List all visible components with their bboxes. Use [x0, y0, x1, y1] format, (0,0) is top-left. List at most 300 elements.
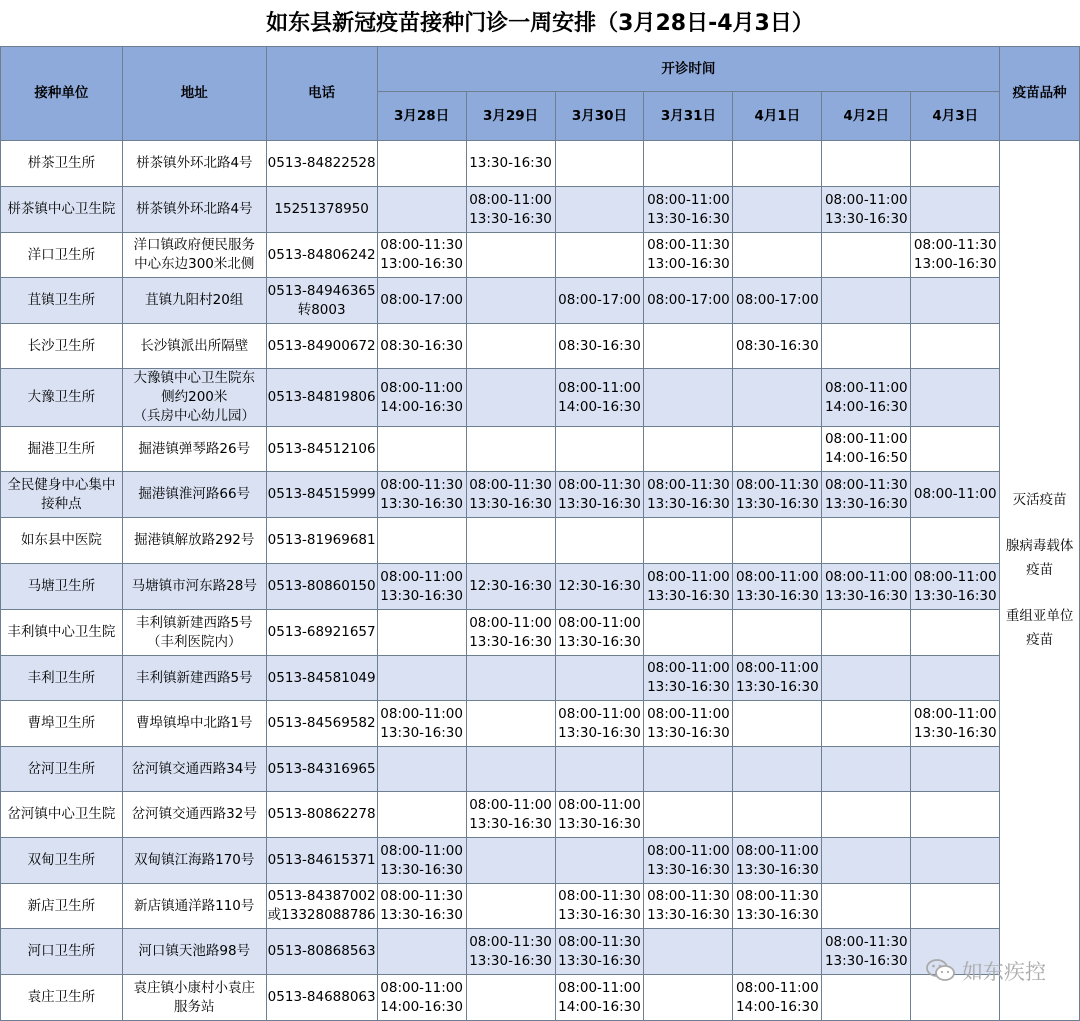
cell-line: 0513-84688063 [267, 989, 376, 1005]
cell-line: 长沙卫生所 [27, 337, 96, 354]
address-cell [122, 278, 266, 324]
schedule-body [1, 141, 1080, 1021]
cell-line: 13:30-16:30 [558, 633, 641, 650]
address-cell [122, 792, 266, 838]
time-cell [822, 141, 911, 187]
time-cell [466, 518, 555, 564]
time-cell [377, 792, 466, 838]
time-cell [466, 747, 555, 792]
cell-line: 苴镇卫生所 [27, 292, 96, 308]
cell-line: 08:30-16:30 [736, 337, 819, 354]
cell-line: 0513-84806242 [267, 246, 376, 263]
cell-line: 13:30-16:30 [824, 952, 908, 969]
cell-line: 08:00-11:00 [558, 614, 641, 631]
cell-line: 08:00-11:00 [558, 796, 641, 813]
time-cell [555, 929, 644, 975]
cell-line: 08:00-11:00 [647, 660, 730, 676]
cell-line: 河口卫生所 [27, 943, 96, 959]
time-cell [911, 884, 1000, 929]
time-cell [377, 369, 466, 427]
cell-line: 14:00-16:30 [558, 998, 641, 1015]
cell-line: 13:30-16:30 [380, 724, 463, 741]
time-cell [911, 656, 1000, 701]
cell-line: 0513-84946365 [267, 282, 376, 299]
cell-line: 13:30-16:30 [824, 210, 908, 227]
phone-cell [266, 233, 377, 278]
phone-cell [266, 975, 377, 1021]
cell-line: 双甸卫生所 [27, 852, 96, 868]
time-cell [555, 427, 644, 472]
phone-cell [266, 141, 377, 187]
time-cell [822, 324, 911, 369]
cell-line: 洋口卫生所 [27, 246, 96, 263]
time-cell [911, 472, 1000, 518]
cell-line: 13:30-16:30 [558, 724, 641, 741]
cell-line: 0513-84822528 [267, 155, 376, 171]
cell-line: 13:00-16:30 [647, 256, 730, 272]
phone-cell [266, 701, 377, 747]
unit-cell [1, 278, 123, 324]
time-cell [377, 518, 466, 564]
cell-line: 08:00-11:00 [469, 191, 552, 208]
time-cell [555, 747, 644, 792]
cell-line: 掘港镇弹琴路26号 [138, 440, 251, 457]
cell-line: 0513-68921657 [267, 624, 376, 640]
cell-line: 0513-84819806 [267, 389, 376, 405]
time-cell [555, 187, 644, 233]
time-cell [822, 472, 911, 518]
header-vaccine: 疫苗品种 [1000, 47, 1080, 141]
cell-line: 13:30-16:30 [736, 907, 819, 923]
time-cell [466, 701, 555, 747]
cell-line: 08:00-11:00 [380, 568, 463, 585]
cell-line: 08:00-11:00 [647, 842, 730, 859]
time-cell [911, 427, 1000, 472]
cell-line: 08:00-17:00 [380, 292, 463, 308]
time-cell [377, 884, 466, 929]
phone-cell [266, 929, 377, 975]
cell-line: 14:00-16:30 [558, 398, 641, 415]
cell-line: 08:00-11:00 [647, 191, 730, 208]
cell-line: 13:30-16:30 [380, 861, 463, 878]
time-cell [733, 701, 822, 747]
cell-line: 14:00-16:30 [380, 998, 463, 1015]
cell-line: 13:00-16:30 [913, 256, 997, 272]
header-row-top [1, 47, 1080, 92]
cell-line: 栟茶镇中心卫生院 [7, 201, 116, 217]
cell-line: 13:30-16:30 [647, 495, 730, 512]
time-cell [822, 518, 911, 564]
cell-line: 13:30-16:30 [558, 952, 641, 969]
time-cell [377, 278, 466, 324]
time-cell [555, 472, 644, 518]
unit-cell [1, 838, 123, 884]
time-cell [466, 564, 555, 610]
cell-line: 13:30-16:30 [647, 907, 730, 923]
cell-line: 丰利镇新建西路5号 [135, 669, 253, 686]
time-cell [822, 792, 911, 838]
table-row [1, 747, 1080, 792]
cell-line: 08:00-11:00 [736, 842, 819, 859]
cell-line: 袁庄卫生所 [27, 989, 96, 1005]
time-cell [377, 141, 466, 187]
table-row [1, 324, 1080, 369]
phone-cell [266, 564, 377, 610]
cell-line: 08:00-11:30 [558, 888, 641, 904]
header-day: 4月1日 [733, 92, 822, 141]
cell-line: 08:00-11:00 [824, 431, 908, 447]
time-cell [822, 187, 911, 233]
time-cell [377, 324, 466, 369]
time-cell [466, 324, 555, 369]
time-cell [377, 838, 466, 884]
cell-line: 双甸镇江海路170号 [134, 852, 255, 868]
cell-line: 08:30-16:30 [558, 337, 641, 354]
time-cell [644, 701, 733, 747]
phone-cell [266, 656, 377, 701]
time-cell [466, 187, 555, 233]
time-cell [644, 838, 733, 884]
cell-line: 08:00-11:00 [913, 486, 997, 502]
unit-cell [1, 656, 123, 701]
address-cell [122, 656, 266, 701]
cell-line: 13:30-16:30 [469, 633, 552, 650]
time-cell [377, 747, 466, 792]
time-cell [911, 838, 1000, 884]
vaccine-types-cell [1000, 141, 1080, 1021]
time-cell [377, 975, 466, 1021]
cell-line: 08:00-11:00 [736, 568, 819, 585]
cell-line: 08:00-11:30 [913, 237, 997, 253]
cell-line: 08:00-11:30 [558, 933, 641, 950]
cell-line: 0513-81969681 [267, 532, 376, 548]
cell-line: 14:00-16:50 [824, 450, 908, 466]
cell-line: 掘港卫生所 [27, 440, 96, 457]
cell-line: 08:00-11:00 [647, 568, 730, 585]
cell-line: 08:00-17:00 [647, 292, 730, 308]
cell-line: 13:30-16:30 [736, 587, 819, 604]
time-cell [733, 324, 822, 369]
time-cell [822, 233, 911, 278]
time-cell [644, 369, 733, 427]
header-day: 3月30日 [555, 92, 644, 141]
cell-line: 岔河卫生所 [27, 760, 96, 777]
phone-cell [266, 278, 377, 324]
address-cell [122, 838, 266, 884]
time-cell [733, 278, 822, 324]
cell-line: 岔河镇交通西路34号 [131, 760, 257, 777]
cell-line: 服务站 [174, 998, 215, 1015]
cell-line: 13:30-16:30 [824, 495, 908, 512]
vaccine-type: 腺病毒载体疫苗 [1005, 537, 1074, 578]
time-cell [466, 472, 555, 518]
time-cell [644, 187, 733, 233]
cell-line: 苴镇九阳村20组 [145, 292, 244, 308]
cell-line: 13:30-16:30 [647, 861, 730, 878]
cell-line: 马塘卫生所 [27, 578, 96, 594]
time-cell [466, 838, 555, 884]
time-cell [822, 427, 911, 472]
header-schedule-group: 开诊时间 [377, 47, 1000, 92]
time-cell [911, 278, 1000, 324]
time-cell [466, 656, 555, 701]
time-cell [466, 929, 555, 975]
time-cell [911, 233, 1000, 278]
cell-line: 08:00-11:00 [380, 379, 463, 396]
table-row [1, 187, 1080, 233]
time-cell [733, 792, 822, 838]
time-cell [555, 610, 644, 656]
time-cell [644, 656, 733, 701]
time-cell [822, 838, 911, 884]
page-title: 如东县新冠疫苗接种门诊一周安排（3月28日-4月3日） [266, 11, 814, 36]
table-row [1, 369, 1080, 427]
cell-line: 08:00-11:00 [380, 842, 463, 859]
time-cell [822, 975, 911, 1021]
cell-line: 08:00-11:30 [380, 476, 463, 493]
cell-line: 08:00-11:30 [647, 237, 730, 253]
time-cell [555, 233, 644, 278]
cell-line: 马塘镇市河东路28号 [131, 578, 257, 594]
unit-cell [1, 792, 123, 838]
cell-line: 08:00-11:00 [558, 379, 641, 396]
cell-line: 13:30-16:30 [469, 155, 552, 171]
cell-line: 08:00-11:30 [824, 933, 908, 950]
cell-line: 全民健身中心集中 [7, 476, 116, 493]
vaccine-type: 重组亚单位疫苗 [1005, 607, 1074, 648]
unit-cell [1, 747, 123, 792]
cell-line: 洋口镇政府便民服务 [133, 237, 256, 253]
time-cell [555, 792, 644, 838]
time-cell [911, 369, 1000, 427]
table-row [1, 838, 1080, 884]
cell-line: 13:30-16:30 [558, 815, 641, 832]
cell-line: 13:30-16:30 [469, 815, 552, 832]
table-row [1, 278, 1080, 324]
time-cell [822, 610, 911, 656]
cell-line: 新店镇通洋路110号 [134, 897, 255, 914]
cell-line: 08:00-11:00 [824, 191, 908, 208]
cell-line: 曹埠镇埠中北路1号 [135, 715, 253, 731]
address-cell [122, 518, 266, 564]
phone-cell [266, 838, 377, 884]
time-cell [911, 324, 1000, 369]
time-cell [555, 884, 644, 929]
unit-cell [1, 884, 123, 929]
time-cell [644, 324, 733, 369]
cell-line: （兵房中心幼儿园） [133, 408, 256, 424]
time-cell [555, 369, 644, 427]
time-cell [733, 141, 822, 187]
time-cell [911, 187, 1000, 233]
cell-line: 或13328088786 [267, 907, 376, 923]
table-row [1, 792, 1080, 838]
header-address: 地址 [122, 47, 266, 141]
time-cell [466, 427, 555, 472]
table-row [1, 610, 1080, 656]
time-cell [466, 369, 555, 427]
table-row [1, 656, 1080, 701]
cell-line: 08:00-11:00 [824, 568, 908, 585]
cell-line: （丰利医院内） [147, 633, 242, 650]
unit-cell [1, 324, 123, 369]
cell-line: 0513-84387002 [267, 888, 376, 904]
cell-line: 08:00-11:00 [824, 379, 908, 396]
cell-line: 15251378950 [274, 201, 369, 217]
time-cell [644, 975, 733, 1021]
cell-line: 13:30-16:30 [647, 724, 730, 741]
cell-line: 08:00-11:00 [469, 614, 552, 631]
header-day: 4月2日 [822, 92, 911, 141]
time-cell [733, 427, 822, 472]
address-cell [122, 929, 266, 975]
vaccine-type: 灭活疫苗 [1012, 491, 1067, 508]
cell-line: 08:00-11:30 [736, 476, 819, 493]
table-row [1, 427, 1080, 472]
cell-line: 13:30-16:30 [913, 587, 997, 604]
cell-line: 08:00-11:00 [647, 705, 730, 722]
cell-line: 岔河镇交通西路32号 [131, 806, 257, 822]
unit-cell [1, 427, 123, 472]
unit-cell [1, 518, 123, 564]
cell-line: 丰利镇中心卫生院 [7, 624, 116, 640]
unit-cell [1, 369, 123, 427]
time-cell [822, 656, 911, 701]
time-cell [555, 975, 644, 1021]
time-cell [733, 610, 822, 656]
time-cell [822, 929, 911, 975]
time-cell [644, 233, 733, 278]
header-day: 4月3日 [911, 92, 1000, 141]
cell-line: 0513-84581049 [267, 669, 376, 686]
cell-line: 08:00-11:00 [380, 979, 463, 996]
time-cell [466, 792, 555, 838]
time-cell [644, 884, 733, 929]
address-cell [122, 141, 266, 187]
unit-cell [1, 929, 123, 975]
cell-line: 13:30-16:30 [736, 495, 819, 512]
cell-line: 13:30-16:30 [736, 861, 819, 878]
cell-line: 0513-84615371 [267, 852, 376, 868]
time-cell [733, 187, 822, 233]
cell-line: 如东县中医院 [20, 532, 102, 548]
cell-line: 13:30-16:30 [558, 907, 641, 923]
cell-line: 13:30-16:30 [824, 587, 908, 604]
cell-line: 0513-80868563 [267, 943, 376, 959]
cell-line: 13:30-16:30 [380, 587, 463, 604]
cell-line: 中心东边300米北侧 [134, 256, 255, 272]
time-cell [733, 518, 822, 564]
time-cell [466, 233, 555, 278]
unit-cell [1, 975, 123, 1021]
cell-line: 长沙镇派出所隔壁 [140, 337, 249, 354]
cell-line: 0513-84900672 [267, 337, 376, 354]
time-cell [377, 701, 466, 747]
time-cell [733, 564, 822, 610]
table-row [1, 929, 1080, 975]
cell-line: 08:00-11:30 [380, 237, 463, 253]
time-cell [555, 838, 644, 884]
cell-line: 08:00-11:00 [380, 705, 463, 722]
time-cell [911, 564, 1000, 610]
header-phone: 电话 [266, 47, 377, 141]
phone-cell [266, 610, 377, 656]
cell-line: 13:30-16:30 [558, 495, 641, 512]
time-cell [644, 141, 733, 187]
time-cell [644, 792, 733, 838]
time-cell [555, 278, 644, 324]
table-row [1, 141, 1080, 187]
cell-line: 0513-84512106 [267, 440, 376, 457]
address-cell [122, 701, 266, 747]
address-cell [122, 564, 266, 610]
time-cell [733, 929, 822, 975]
unit-cell [1, 564, 123, 610]
time-cell [822, 564, 911, 610]
phone-cell [266, 324, 377, 369]
address-cell [122, 233, 266, 278]
cell-line: 08:00-11:30 [469, 933, 552, 950]
cell-line: 08:00-11:00 [558, 705, 641, 722]
address-cell [122, 975, 266, 1021]
cell-line: 08:00-11:00 [558, 979, 641, 996]
time-cell [733, 472, 822, 518]
time-cell [466, 278, 555, 324]
time-cell [911, 747, 1000, 792]
cell-line: 14:00-16:30 [380, 398, 463, 415]
time-cell [644, 278, 733, 324]
time-cell [911, 610, 1000, 656]
cell-line: 13:30-16:30 [469, 210, 552, 227]
address-cell [122, 369, 266, 427]
phone-cell [266, 792, 377, 838]
time-cell [644, 747, 733, 792]
header-unit: 接种单位 [1, 47, 123, 141]
time-cell [822, 701, 911, 747]
table-row [1, 233, 1080, 278]
time-cell [377, 610, 466, 656]
cell-line: 08:00-17:00 [558, 292, 641, 308]
time-cell [377, 564, 466, 610]
cell-line: 0513-80860150 [267, 578, 376, 594]
phone-cell [266, 187, 377, 233]
time-cell [644, 518, 733, 564]
cell-line: 袁庄镇小康村小袁庄 [133, 979, 256, 996]
time-cell [733, 884, 822, 929]
time-cell [822, 278, 911, 324]
unit-cell [1, 701, 123, 747]
time-cell [377, 187, 466, 233]
table-row [1, 701, 1080, 747]
table-row [1, 518, 1080, 564]
cell-line: 0513-84569582 [267, 715, 376, 731]
cell-line: 08:00-11:00 [736, 979, 819, 996]
cell-line: 08:00-11:00 [469, 796, 552, 813]
address-cell [122, 472, 266, 518]
cell-line: 大豫卫生所 [27, 389, 96, 405]
time-cell [822, 884, 911, 929]
cell-line: 转8003 [297, 301, 346, 318]
time-cell [911, 792, 1000, 838]
cell-line: 新店卫生所 [27, 897, 96, 914]
cell-line: 08:00-11:30 [824, 476, 908, 493]
cell-line: 岔河镇中心卫生院 [7, 806, 116, 822]
time-cell [466, 141, 555, 187]
time-cell [555, 564, 644, 610]
cell-line: 08:00-11:30 [380, 888, 463, 904]
cell-line: 丰利镇新建西路5号 [135, 614, 253, 631]
cell-line: 13:30-16:30 [380, 495, 463, 512]
